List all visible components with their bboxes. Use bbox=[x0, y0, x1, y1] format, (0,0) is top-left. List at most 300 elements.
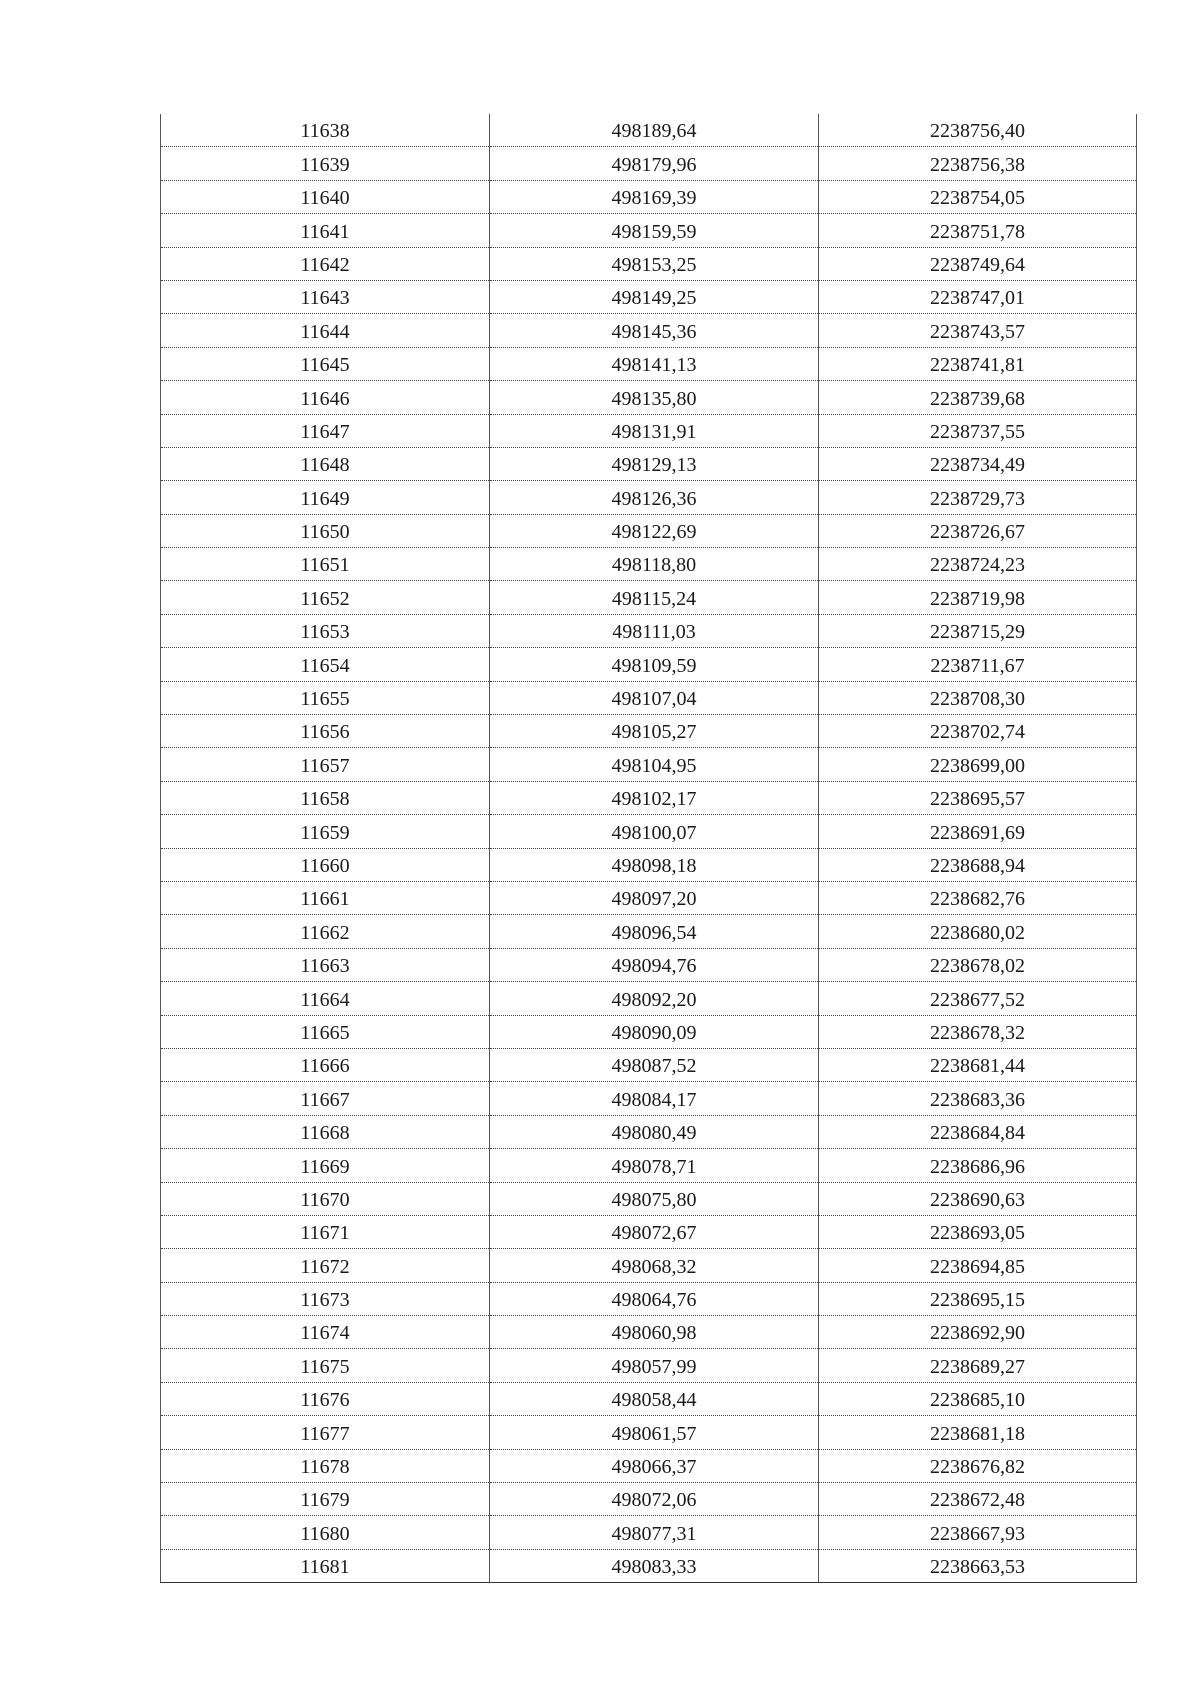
x-coordinate-cell bbox=[490, 581, 819, 614]
point-number-text: 11639 bbox=[300, 153, 350, 176]
x-coordinate-cell bbox=[490, 915, 819, 948]
point-number-cell bbox=[161, 1483, 490, 1516]
table-row bbox=[161, 1015, 1137, 1048]
point-number-text: 11659 bbox=[300, 821, 350, 844]
point-number-text: 11661 bbox=[300, 888, 350, 911]
table-row bbox=[161, 147, 1137, 180]
x-coordinate-text: 498057,99 bbox=[611, 1355, 697, 1378]
x-coordinate-text: 498131,91 bbox=[611, 420, 697, 443]
point-number-text: 11678 bbox=[300, 1456, 350, 1479]
y-coordinate-cell bbox=[819, 1516, 1137, 1549]
x-coordinate-cell bbox=[490, 781, 819, 814]
point-number-cell bbox=[161, 815, 490, 848]
point-number-cell bbox=[161, 347, 490, 380]
point-number-text: 11658 bbox=[300, 788, 350, 811]
y-coordinate-cell bbox=[819, 881, 1137, 914]
x-coordinate-cell bbox=[490, 815, 819, 848]
x-coordinate-cell bbox=[490, 881, 819, 914]
y-coordinate-cell bbox=[819, 948, 1137, 981]
x-coordinate-text: 498083,33 bbox=[611, 1556, 697, 1579]
y-coordinate-cell bbox=[819, 247, 1137, 280]
table-row bbox=[161, 347, 1137, 380]
y-coordinate-cell bbox=[819, 1149, 1137, 1182]
y-coordinate-text: 2238681,44 bbox=[930, 1055, 1025, 1078]
x-coordinate-text: 498169,39 bbox=[611, 187, 697, 210]
y-coordinate-cell bbox=[819, 1048, 1137, 1081]
y-coordinate-text: 2238729,73 bbox=[930, 487, 1025, 510]
y-coordinate-cell bbox=[819, 381, 1137, 414]
table-row bbox=[161, 314, 1137, 347]
x-coordinate-text: 498094,76 bbox=[611, 955, 697, 978]
y-coordinate-cell bbox=[819, 1483, 1137, 1516]
point-number-text: 11652 bbox=[300, 587, 350, 610]
point-number-cell bbox=[161, 1249, 490, 1282]
x-coordinate-text: 498066,37 bbox=[611, 1456, 697, 1479]
table-row bbox=[161, 1282, 1137, 1315]
y-coordinate-cell bbox=[819, 1382, 1137, 1415]
x-coordinate-cell bbox=[490, 1382, 819, 1415]
point-number-text: 11644 bbox=[300, 320, 350, 343]
point-number-cell bbox=[161, 848, 490, 881]
x-coordinate-text: 498072,67 bbox=[611, 1222, 697, 1245]
y-coordinate-cell bbox=[819, 214, 1137, 247]
point-number-cell bbox=[161, 1215, 490, 1248]
point-number-text: 11680 bbox=[300, 1522, 350, 1545]
x-coordinate-cell bbox=[490, 1015, 819, 1048]
table-row bbox=[161, 1182, 1137, 1215]
x-coordinate-cell bbox=[490, 715, 819, 748]
y-coordinate-text: 2238699,00 bbox=[930, 754, 1025, 777]
x-coordinate-text: 498058,44 bbox=[611, 1389, 697, 1412]
x-coordinate-text: 498096,54 bbox=[611, 921, 697, 944]
y-coordinate-text: 2238686,96 bbox=[930, 1155, 1025, 1178]
point-number-text: 11676 bbox=[300, 1389, 350, 1412]
point-number-text: 11657 bbox=[300, 754, 350, 777]
x-coordinate-cell bbox=[490, 1115, 819, 1148]
point-number-cell bbox=[161, 581, 490, 614]
y-coordinate-text: 2238677,52 bbox=[930, 988, 1025, 1011]
point-number-cell bbox=[161, 1115, 490, 1148]
x-coordinate-cell bbox=[490, 1282, 819, 1315]
y-coordinate-text: 2238678,32 bbox=[930, 1021, 1025, 1044]
x-coordinate-text: 498102,17 bbox=[611, 788, 697, 811]
x-coordinate-text: 498111,03 bbox=[612, 621, 696, 644]
y-coordinate-text: 2238754,05 bbox=[930, 187, 1025, 210]
x-coordinate-cell bbox=[490, 114, 819, 147]
x-coordinate-text: 498135,80 bbox=[611, 387, 697, 410]
y-coordinate-cell bbox=[819, 1082, 1137, 1115]
y-coordinate-text: 2238685,10 bbox=[930, 1389, 1025, 1412]
y-coordinate-text: 2238719,98 bbox=[930, 587, 1025, 610]
point-number-text: 11642 bbox=[300, 253, 350, 276]
table-row bbox=[161, 1549, 1137, 1582]
y-coordinate-text: 2238741,81 bbox=[930, 354, 1025, 377]
y-coordinate-text: 2238724,23 bbox=[930, 554, 1025, 577]
point-number-cell bbox=[161, 881, 490, 914]
y-coordinate-text: 2238743,57 bbox=[930, 320, 1025, 343]
y-coordinate-cell bbox=[819, 1182, 1137, 1215]
x-coordinate-text: 498141,13 bbox=[611, 354, 697, 377]
point-number-cell bbox=[161, 114, 490, 147]
point-number-cell bbox=[161, 681, 490, 714]
y-coordinate-text: 2238682,76 bbox=[930, 888, 1025, 911]
x-coordinate-cell bbox=[490, 514, 819, 547]
y-coordinate-text: 2238692,90 bbox=[930, 1322, 1025, 1345]
y-coordinate-text: 2238676,82 bbox=[930, 1456, 1025, 1479]
x-coordinate-text: 498104,95 bbox=[611, 754, 697, 777]
point-number-text: 11681 bbox=[300, 1556, 350, 1579]
y-coordinate-text: 2238726,67 bbox=[930, 521, 1025, 544]
x-coordinate-text: 498077,31 bbox=[611, 1522, 697, 1545]
point-number-cell bbox=[161, 1382, 490, 1415]
table-row bbox=[161, 948, 1137, 981]
x-coordinate-cell bbox=[490, 1249, 819, 1282]
table-row bbox=[161, 414, 1137, 447]
y-coordinate-text: 2238751,78 bbox=[930, 220, 1025, 243]
point-number-text: 11677 bbox=[300, 1422, 350, 1445]
y-coordinate-text: 2238708,30 bbox=[930, 688, 1025, 711]
table-row bbox=[161, 481, 1137, 514]
table-row bbox=[161, 1349, 1137, 1382]
x-coordinate-cell bbox=[490, 548, 819, 581]
x-coordinate-text: 498075,80 bbox=[611, 1188, 697, 1211]
y-coordinate-cell bbox=[819, 1349, 1137, 1382]
table-row bbox=[161, 247, 1137, 280]
x-coordinate-cell bbox=[490, 1048, 819, 1081]
x-coordinate-text: 498078,71 bbox=[611, 1155, 697, 1178]
point-number-cell bbox=[161, 481, 490, 514]
table-row bbox=[161, 1082, 1137, 1115]
table-row bbox=[161, 1249, 1137, 1282]
point-number-text: 11643 bbox=[300, 287, 350, 310]
x-coordinate-cell bbox=[490, 247, 819, 280]
y-coordinate-text: 2238683,36 bbox=[930, 1088, 1025, 1111]
y-coordinate-text: 2238693,05 bbox=[930, 1222, 1025, 1245]
x-coordinate-cell bbox=[490, 214, 819, 247]
x-coordinate-text: 498097,20 bbox=[611, 888, 697, 911]
x-coordinate-cell bbox=[490, 1516, 819, 1549]
y-coordinate-text: 2238756,40 bbox=[930, 120, 1025, 143]
y-coordinate-cell bbox=[819, 481, 1137, 514]
y-coordinate-cell bbox=[819, 815, 1137, 848]
x-coordinate-cell bbox=[490, 314, 819, 347]
y-coordinate-text: 2238737,55 bbox=[930, 420, 1025, 443]
point-number-text: 11672 bbox=[300, 1255, 350, 1278]
x-coordinate-cell bbox=[490, 1316, 819, 1349]
point-number-cell bbox=[161, 447, 490, 480]
table-row bbox=[161, 180, 1137, 213]
x-coordinate-cell bbox=[490, 848, 819, 881]
y-coordinate-cell bbox=[819, 414, 1137, 447]
x-coordinate-cell bbox=[490, 748, 819, 781]
table-row bbox=[161, 514, 1137, 547]
point-number-text: 11669 bbox=[300, 1155, 350, 1178]
table-row bbox=[161, 1215, 1137, 1248]
x-coordinate-cell bbox=[490, 414, 819, 447]
point-number-text: 11673 bbox=[300, 1289, 350, 1312]
x-coordinate-cell bbox=[490, 1215, 819, 1248]
point-number-text: 11650 bbox=[300, 521, 350, 544]
y-coordinate-text: 2238739,68 bbox=[930, 387, 1025, 410]
point-number-cell bbox=[161, 648, 490, 681]
table-row bbox=[161, 1316, 1137, 1349]
x-coordinate-text: 498072,06 bbox=[611, 1489, 697, 1512]
x-coordinate-cell bbox=[490, 681, 819, 714]
point-number-cell bbox=[161, 1149, 490, 1182]
y-coordinate-text: 2238681,18 bbox=[930, 1422, 1025, 1445]
y-coordinate-text: 2238678,02 bbox=[930, 955, 1025, 978]
y-coordinate-cell bbox=[819, 1282, 1137, 1315]
y-coordinate-cell bbox=[819, 715, 1137, 748]
point-number-text: 11662 bbox=[300, 921, 350, 944]
table-row bbox=[161, 1416, 1137, 1449]
point-number-text: 11675 bbox=[300, 1355, 350, 1378]
point-number-cell bbox=[161, 715, 490, 748]
y-coordinate-cell bbox=[819, 1316, 1137, 1349]
y-coordinate-cell bbox=[819, 915, 1137, 948]
table-row bbox=[161, 114, 1137, 147]
y-coordinate-cell bbox=[819, 1549, 1137, 1582]
y-coordinate-cell bbox=[819, 648, 1137, 681]
y-coordinate-cell bbox=[819, 514, 1137, 547]
y-coordinate-text: 2238749,64 bbox=[930, 253, 1025, 276]
table-row bbox=[161, 1516, 1137, 1549]
point-number-cell bbox=[161, 1282, 490, 1315]
table-row bbox=[161, 681, 1137, 714]
x-coordinate-text: 498090,09 bbox=[611, 1021, 697, 1044]
y-coordinate-cell bbox=[819, 314, 1137, 347]
y-coordinate-cell bbox=[819, 280, 1137, 313]
coordinates-table-body bbox=[161, 114, 1137, 1583]
y-coordinate-cell bbox=[819, 147, 1137, 180]
x-coordinate-text: 498159,59 bbox=[611, 220, 697, 243]
point-number-cell bbox=[161, 1549, 490, 1582]
table-row bbox=[161, 1149, 1137, 1182]
point-number-text: 11646 bbox=[300, 387, 350, 410]
point-number-text: 11640 bbox=[300, 187, 350, 210]
point-number-cell bbox=[161, 548, 490, 581]
point-number-text: 11653 bbox=[300, 621, 350, 644]
y-coordinate-cell bbox=[819, 1115, 1137, 1148]
y-coordinate-cell bbox=[819, 982, 1137, 1015]
x-coordinate-cell bbox=[490, 147, 819, 180]
point-number-text: 11671 bbox=[300, 1222, 350, 1245]
y-coordinate-text: 2238689,27 bbox=[930, 1355, 1025, 1378]
x-coordinate-text: 498149,25 bbox=[611, 287, 697, 310]
point-number-text: 11664 bbox=[300, 988, 350, 1011]
x-coordinate-text: 498060,98 bbox=[611, 1322, 697, 1345]
y-coordinate-text: 2238734,49 bbox=[930, 454, 1025, 477]
x-coordinate-text: 498087,52 bbox=[611, 1055, 697, 1078]
point-number-text: 11656 bbox=[300, 721, 350, 744]
point-number-cell bbox=[161, 1449, 490, 1482]
point-number-text: 11674 bbox=[300, 1322, 350, 1345]
point-number-cell bbox=[161, 1015, 490, 1048]
table-row bbox=[161, 1115, 1137, 1148]
point-number-text: 11665 bbox=[300, 1021, 350, 1044]
coordinates-table bbox=[160, 114, 1137, 1583]
y-coordinate-cell bbox=[819, 1215, 1137, 1248]
point-number-cell bbox=[161, 1182, 490, 1215]
point-number-cell bbox=[161, 414, 490, 447]
table-row bbox=[161, 982, 1137, 1015]
y-coordinate-text: 2238711,67 bbox=[930, 654, 1025, 677]
point-number-text: 11648 bbox=[300, 454, 350, 477]
point-number-text: 11679 bbox=[300, 1489, 350, 1512]
table-row bbox=[161, 1048, 1137, 1081]
y-coordinate-text: 2238688,94 bbox=[930, 854, 1025, 877]
x-coordinate-cell bbox=[490, 347, 819, 380]
y-coordinate-text: 2238695,57 bbox=[930, 788, 1025, 811]
point-number-cell bbox=[161, 314, 490, 347]
x-coordinate-text: 498098,18 bbox=[611, 854, 697, 877]
y-coordinate-cell bbox=[819, 548, 1137, 581]
x-coordinate-cell bbox=[490, 1416, 819, 1449]
y-coordinate-text: 2238694,85 bbox=[930, 1255, 1025, 1278]
point-number-text: 11660 bbox=[300, 854, 350, 877]
x-coordinate-text: 498107,04 bbox=[611, 688, 697, 711]
y-coordinate-cell bbox=[819, 447, 1137, 480]
point-number-cell bbox=[161, 1082, 490, 1115]
x-coordinate-text: 498179,96 bbox=[611, 153, 697, 176]
table-row bbox=[161, 881, 1137, 914]
x-coordinate-text: 498126,36 bbox=[611, 487, 697, 510]
y-coordinate-cell bbox=[819, 1015, 1137, 1048]
point-number-text: 11647 bbox=[300, 420, 350, 443]
x-coordinate-text: 498122,69 bbox=[611, 521, 697, 544]
table-row bbox=[161, 581, 1137, 614]
table-row bbox=[161, 915, 1137, 948]
x-coordinate-cell bbox=[490, 1082, 819, 1115]
point-number-cell bbox=[161, 1416, 490, 1449]
point-number-text: 11651 bbox=[300, 554, 350, 577]
point-number-cell bbox=[161, 948, 490, 981]
y-coordinate-cell bbox=[819, 681, 1137, 714]
table-row bbox=[161, 1382, 1137, 1415]
point-number-cell bbox=[161, 214, 490, 247]
point-number-cell bbox=[161, 614, 490, 647]
table-row bbox=[161, 781, 1137, 814]
point-number-text: 11655 bbox=[300, 688, 350, 711]
table-row bbox=[161, 614, 1137, 647]
y-coordinate-cell bbox=[819, 1449, 1137, 1482]
x-coordinate-text: 498084,17 bbox=[611, 1088, 697, 1111]
y-coordinate-cell bbox=[819, 1416, 1137, 1449]
x-coordinate-cell bbox=[490, 1483, 819, 1516]
point-number-text: 11668 bbox=[300, 1122, 350, 1145]
point-number-cell bbox=[161, 748, 490, 781]
point-number-cell bbox=[161, 147, 490, 180]
point-number-text: 11663 bbox=[300, 955, 350, 978]
x-coordinate-text: 498129,13 bbox=[611, 454, 697, 477]
y-coordinate-text: 2238672,48 bbox=[930, 1489, 1025, 1512]
x-coordinate-cell bbox=[490, 1149, 819, 1182]
y-coordinate-cell bbox=[819, 614, 1137, 647]
point-number-text: 11654 bbox=[300, 654, 350, 677]
table-row bbox=[161, 447, 1137, 480]
x-coordinate-cell bbox=[490, 982, 819, 1015]
x-coordinate-text: 498115,24 bbox=[611, 587, 697, 610]
x-coordinate-text: 498109,59 bbox=[611, 654, 697, 677]
x-coordinate-cell bbox=[490, 481, 819, 514]
x-coordinate-text: 498100,07 bbox=[611, 821, 697, 844]
x-coordinate-text: 498080,49 bbox=[611, 1122, 697, 1145]
table-row bbox=[161, 1449, 1137, 1482]
y-coordinate-text: 2238715,29 bbox=[930, 621, 1025, 644]
x-coordinate-cell bbox=[490, 180, 819, 213]
point-number-text: 11670 bbox=[300, 1188, 350, 1211]
point-number-text: 11645 bbox=[300, 354, 350, 377]
point-number-cell bbox=[161, 180, 490, 213]
x-coordinate-text: 498092,20 bbox=[611, 988, 697, 1011]
point-number-cell bbox=[161, 1316, 490, 1349]
table-row bbox=[161, 548, 1137, 581]
point-number-text: 11649 bbox=[300, 487, 350, 510]
point-number-cell bbox=[161, 982, 490, 1015]
table-row bbox=[161, 1483, 1137, 1516]
x-coordinate-text: 498118,80 bbox=[611, 554, 697, 577]
y-coordinate-cell bbox=[819, 748, 1137, 781]
y-coordinate-text: 2238680,02 bbox=[930, 921, 1025, 944]
y-coordinate-text: 2238702,74 bbox=[930, 721, 1025, 744]
x-coordinate-cell bbox=[490, 280, 819, 313]
y-coordinate-cell bbox=[819, 347, 1137, 380]
point-number-cell bbox=[161, 781, 490, 814]
y-coordinate-text: 2238690,63 bbox=[930, 1188, 1025, 1211]
y-coordinate-text: 2238667,93 bbox=[930, 1522, 1025, 1545]
point-number-text: 11666 bbox=[300, 1055, 350, 1078]
x-coordinate-text: 498189,64 bbox=[611, 120, 697, 143]
table-row bbox=[161, 648, 1137, 681]
x-coordinate-text: 498145,36 bbox=[611, 320, 697, 343]
point-number-cell bbox=[161, 915, 490, 948]
table-row bbox=[161, 715, 1137, 748]
x-coordinate-cell bbox=[490, 1549, 819, 1582]
point-number-text: 11667 bbox=[300, 1088, 350, 1111]
x-coordinate-cell bbox=[490, 447, 819, 480]
y-coordinate-cell bbox=[819, 848, 1137, 881]
point-number-cell bbox=[161, 280, 490, 313]
point-number-cell bbox=[161, 1349, 490, 1382]
y-coordinate-cell bbox=[819, 1249, 1137, 1282]
y-coordinate-text: 2238695,15 bbox=[930, 1289, 1025, 1312]
y-coordinate-text: 2238747,01 bbox=[930, 287, 1025, 310]
x-coordinate-cell bbox=[490, 648, 819, 681]
table-row bbox=[161, 214, 1137, 247]
point-number-cell bbox=[161, 381, 490, 414]
y-coordinate-cell bbox=[819, 114, 1137, 147]
point-number-text: 11638 bbox=[300, 120, 350, 143]
x-coordinate-cell bbox=[490, 614, 819, 647]
x-coordinate-cell bbox=[490, 381, 819, 414]
table-row bbox=[161, 815, 1137, 848]
point-number-cell bbox=[161, 247, 490, 280]
y-coordinate-text: 2238663,53 bbox=[930, 1556, 1025, 1579]
x-coordinate-text: 498064,76 bbox=[611, 1289, 697, 1312]
table-row bbox=[161, 280, 1137, 313]
x-coordinate-cell bbox=[490, 1349, 819, 1382]
y-coordinate-cell bbox=[819, 581, 1137, 614]
y-coordinate-text: 2238756,38 bbox=[930, 153, 1025, 176]
table-row bbox=[161, 848, 1137, 881]
y-coordinate-text: 2238691,69 bbox=[930, 821, 1025, 844]
y-coordinate-text: 2238684,84 bbox=[930, 1122, 1025, 1145]
table-row bbox=[161, 381, 1137, 414]
x-coordinate-cell bbox=[490, 1449, 819, 1482]
x-coordinate-text: 498068,32 bbox=[611, 1255, 697, 1278]
y-coordinate-cell bbox=[819, 781, 1137, 814]
point-number-cell bbox=[161, 1048, 490, 1081]
